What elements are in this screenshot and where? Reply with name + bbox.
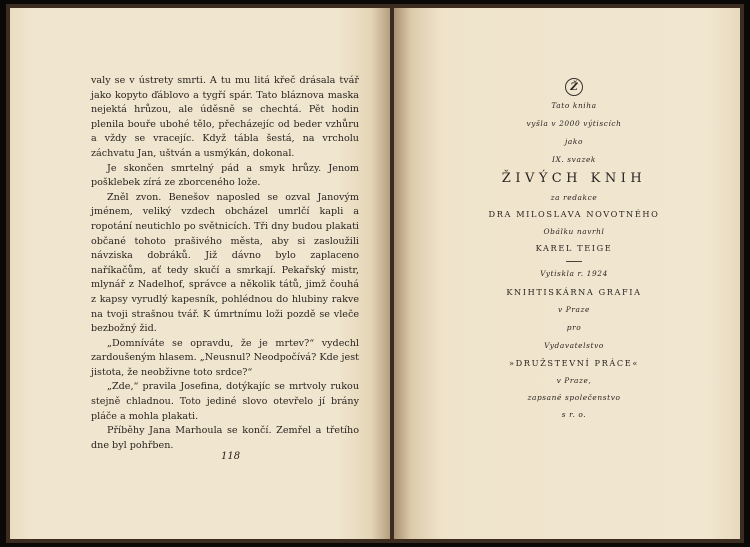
colophon-line: zapsané společenstvo	[527, 393, 621, 402]
paragraph: Příběhy Jana Marhoula se končí. Zemřel a třetího dne byl pohřben.	[91, 425, 359, 451]
printer-name: KNIHTISKÁRNA GRAFIA	[506, 287, 642, 297]
paragraph: valy se v ústrety smrti. A tu mu litá křeč drásala tvář jako kopyto ďáblovo a tygří spár. Tato bláznova maska nejektá hrůzou, ale úděsně se chechtá. Pět hodin plenila bouře ubohé tělo, přecházejíc od beder vzhůru a vždy se vracejíc. Když tábla šestá, na vrcholu záchvatu Jan, uštván a usmýkán, dokonal.	[91, 75, 359, 159]
cover-designer: KAREL TEIGE	[535, 243, 613, 253]
open-book	[6, 4, 744, 543]
colophon	[424, 78, 724, 419]
right-page	[394, 8, 740, 539]
story-text-block	[91, 74, 359, 453]
page-number: 118	[221, 451, 241, 462]
paragraph: Zněl zvon. Benešov naposled se ozval Janovým jménem, veliký vzdech obcházel umrlčí kapli a ropotání neutichlo po světnicích. Tři dny budou plakati občané tohoto prašivého města, aby si zasloužili návziska dobráků. Již dávno bylo zaplaceno naříkačům, ať tedy skučí a smrkají. Pekařský mistr, mlynář z Nadelhof, správce a několik tátů, jimž čouhá z kapsy vyrudlý kapesník, pohlédnou do hlubiny rakve na tvoji strašnou tvář. K úmrtnímu loži pozdě se vleče bezbožný žid.	[91, 191, 359, 335]
publisher-logo-icon	[565, 78, 583, 96]
divider	[566, 261, 582, 262]
colophon-line: Obálku navrhl	[543, 227, 605, 236]
colophon-line: Vytiskla r. 1924	[540, 269, 608, 278]
colophon-line: IX. svazek	[552, 155, 596, 164]
colophon-line: vyšla v 2000 výtiscích	[526, 119, 622, 128]
left-page	[10, 8, 390, 539]
publisher-name: »DRUŽSTEVNÍ PRÁCE«	[509, 358, 639, 368]
series-title: ŽIVÝCH KNIH	[501, 171, 647, 186]
colophon-line: Tato kniha	[551, 101, 597, 110]
paragraph: Je skončen smrtelný pád a smyk hrůzy. Jenom pošklebek zírá ze zborceného lože.	[91, 162, 359, 189]
colophon-line: za redakce	[550, 193, 598, 202]
colophon-line: pro	[566, 323, 582, 332]
logo-glyph: Ž	[570, 81, 578, 93]
paragraph: „Domníváte se opravdu, že je mrtev?“ vydechl zardoušeným hlasem. „Neusnul? Neodpočívá? Kde jest jistota, že neobživne toto srdce?“	[91, 337, 359, 378]
colophon-line: v Praze	[558, 305, 590, 314]
colophon-line: Vydavatelstvo	[544, 341, 604, 350]
colophon-line: v Praze,	[556, 376, 592, 385]
colophon-line: jako	[564, 137, 584, 146]
paragraph: „Zde,“ pravila Josefina, dotýkajíc se mrtvoly rukou stejně chladnou. Toto jediné slovo otevřelo jí brány pláče a mohla plakati.	[91, 381, 359, 422]
colophon-line: s r. o.	[561, 410, 587, 419]
editor-name: DRA MILOSLAVA NOVOTNÉHO	[488, 209, 660, 219]
